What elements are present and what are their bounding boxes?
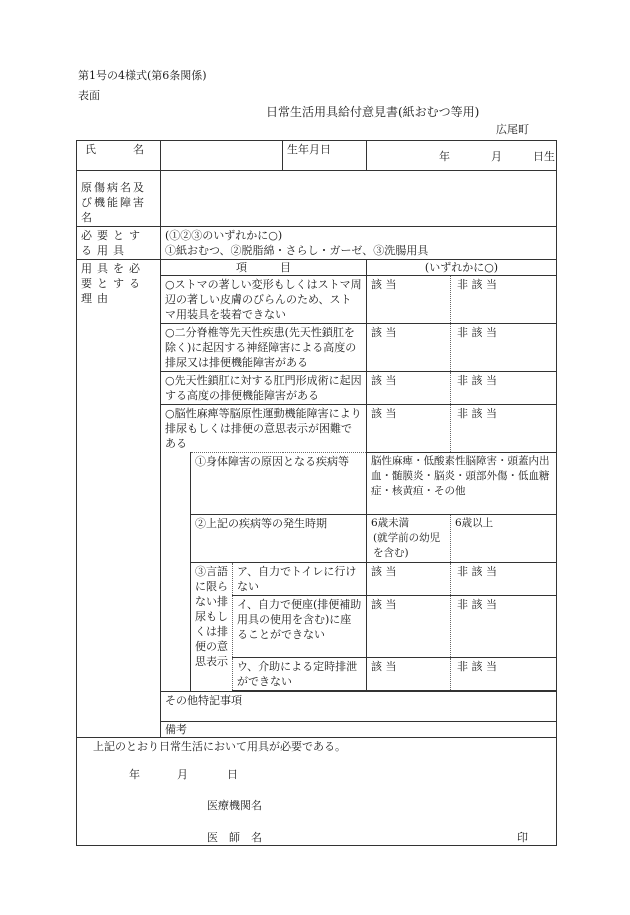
- other-notes-label: その他特記事項: [165, 694, 242, 707]
- remarks-body[interactable]: [77, 738, 557, 846]
- needed-items-label: 必要とする用具: [77, 227, 161, 260]
- item-header: 項 目: [161, 260, 367, 276]
- birth-label: 生年月日: [283, 141, 367, 171]
- institution-label: 医療機関名: [207, 799, 262, 812]
- reason-text-stoma: ○ストマの著しい変形もしくはストマ周辺の著しい皮膚のびらんのため、ストマ用装具を装着できない: [161, 276, 367, 324]
- birth-date-field[interactable]: [367, 141, 557, 171]
- needed-items-row: [77, 227, 557, 260]
- sub2-under6[interactable]: [367, 515, 451, 563]
- needed-items-instruction: (①②③のいずれかに○): [165, 229, 283, 242]
- sub1-label: ①身体障害の原因となる疾病等: [191, 453, 367, 515]
- sub2-over6[interactable]: 6歳以上: [451, 515, 557, 563]
- form-number: 第1号の4様式(第6条関係): [78, 69, 207, 82]
- page-title: 日常生活用具給付意見書(紙おむつ等用): [266, 105, 480, 119]
- applies-congenital[interactable]: 該 当: [367, 324, 451, 372]
- side-label: 表面: [78, 89, 100, 102]
- applies-sub3-a[interactable]: 該 当: [367, 563, 451, 596]
- applies-cerebral[interactable]: 該 当: [367, 405, 451, 453]
- needed-items-field[interactable]: [161, 227, 557, 260]
- remarks-month: 月: [177, 768, 188, 781]
- disease-label: 原傷病名及び機能障害名: [77, 171, 161, 227]
- sub3-label: ③言語に限らない排尿もしくは排便の意思表示: [191, 563, 233, 691]
- not-applies-sub3-b[interactable]: 非 該 当: [451, 596, 557, 658]
- sub1-value[interactable]: 脳性麻痺・低酸素性脳障害・頭蓋内出血・髄膜炎・脳炎・頭部外傷・低血糖症・核黄疸・その他: [367, 453, 557, 515]
- opinion-form-table: [76, 140, 557, 846]
- disease-field[interactable]: [161, 171, 557, 227]
- sub2-under6-note: (就学前の幼児を含む): [373, 532, 441, 559]
- birth-day-label: 日生: [533, 150, 555, 163]
- needed-items-options: ①紙おむつ、②脱脂綿・さらし・ガーゼ、③洗腸用具: [165, 244, 429, 257]
- not-applies-anal[interactable]: 非 該 当: [451, 372, 557, 405]
- birth-year-label: 年: [439, 150, 450, 163]
- sub2-label: ②上記の疾病等の発生時期: [191, 515, 367, 563]
- not-applies-congenital[interactable]: 非 該 当: [451, 324, 557, 372]
- name-label: 氏 名: [77, 141, 161, 171]
- other-notes[interactable]: [161, 692, 557, 722]
- reason-text-cerebral: ○脳性麻痺等脳原性運動機能障害により排尿もしくは排便の意思表示が困難である: [161, 405, 367, 453]
- reason-header-row: [77, 260, 557, 276]
- applies-sub3-c[interactable]: 該 当: [367, 658, 451, 691]
- reason-label: 用具を必要とする理由: [77, 260, 161, 738]
- sub3-item-b: イ、自力で便座(排便補助用具の使用を含む)に座ることができない: [233, 596, 367, 658]
- reason-text-congenital: ○二分脊椎等先天性疾患(先天性鎖肛を除く)に起因する神経障害による高度の排尿又は排便機能障害がある: [161, 324, 367, 372]
- applies-stoma[interactable]: 該 当: [367, 276, 451, 324]
- municipality: 広尾町: [496, 123, 529, 136]
- doctor-label: 医 師 名: [207, 831, 262, 844]
- sub3-item-c: ウ、介助による定時排泄ができない: [233, 658, 367, 691]
- sub-indent: [161, 453, 191, 692]
- remarks-statement: 上記のとおり日常生活において用具が必要である。: [93, 740, 346, 753]
- remarks-label: 備考: [161, 722, 557, 738]
- not-applies-stoma[interactable]: 非 該 当: [451, 276, 557, 324]
- applies-anal[interactable]: 該 当: [367, 372, 451, 405]
- applicant-row: [77, 141, 557, 171]
- applies-sub3-b[interactable]: 該 当: [367, 596, 451, 658]
- disease-row: [77, 171, 557, 227]
- remarks-body-row: [77, 738, 557, 846]
- not-applies-cerebral[interactable]: 非 該 当: [451, 405, 557, 453]
- sub2-under6-label: 6歳未満: [371, 517, 410, 529]
- not-applies-sub3-c[interactable]: 非 該 当: [451, 658, 557, 691]
- sub3-item-a: ア、自力でトイレに行けない: [233, 563, 367, 596]
- reason-text-anal: ○先天性鎖肛に対する肛門形成術に起因する高度の排便機能障害がある: [161, 372, 367, 405]
- birth-month-label: 月: [491, 150, 502, 163]
- choice-header: (いずれかに○): [367, 260, 557, 276]
- remarks-year: 年: [129, 768, 140, 781]
- not-applies-sub3-a[interactable]: 非 該 当: [451, 563, 557, 596]
- remarks-day: 日: [227, 768, 238, 781]
- name-field[interactable]: [161, 141, 283, 171]
- seal-label: 印: [517, 831, 528, 844]
